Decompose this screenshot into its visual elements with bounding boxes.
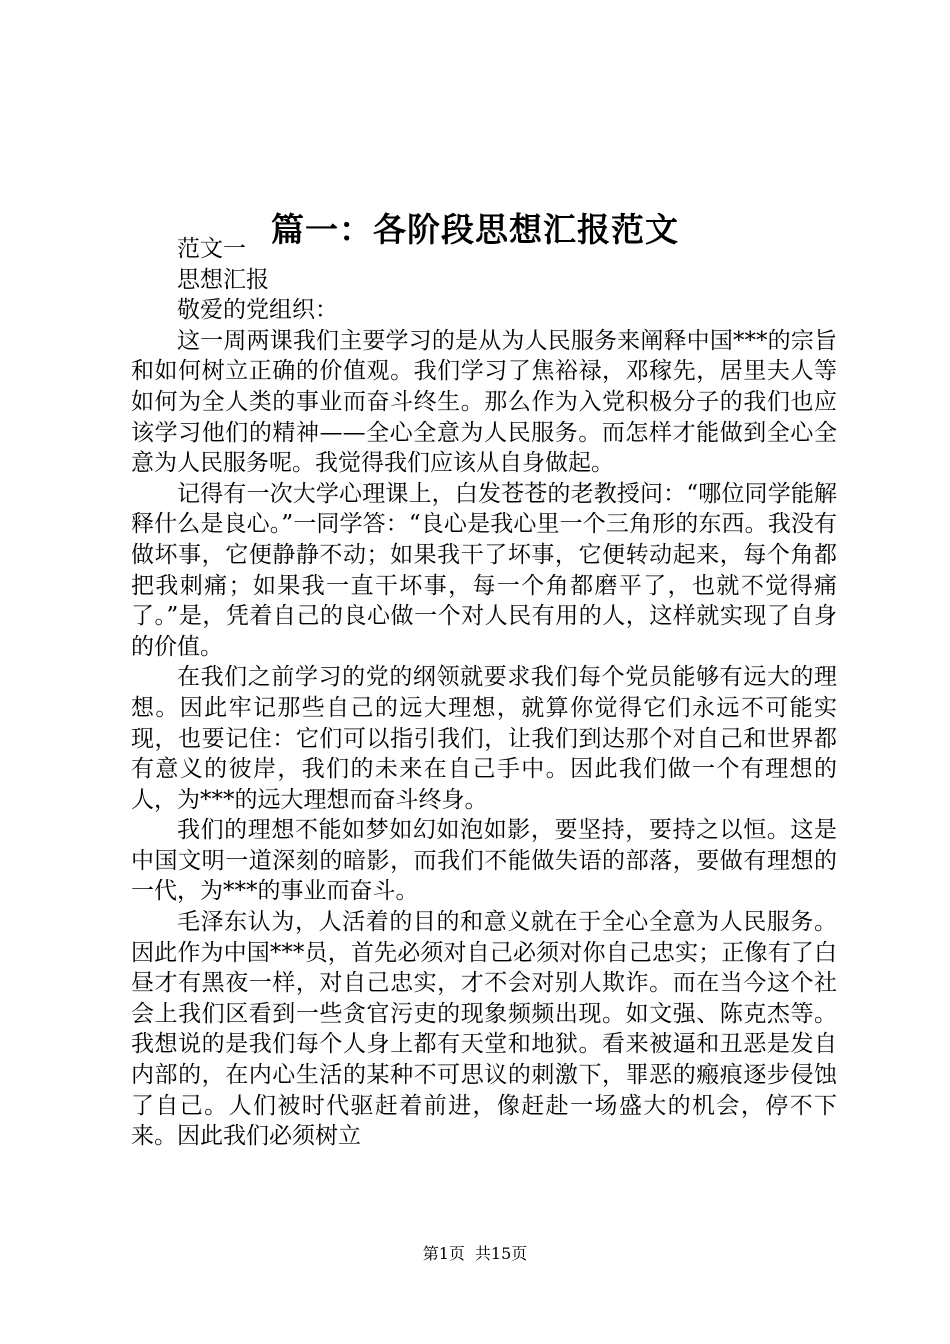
paragraph-salutation-1: 范文一 bbox=[177, 236, 246, 262]
page-footer bbox=[0, 1242, 950, 1266]
paragraph: 毛泽东认为，人活着的目的和意义就在于全心全意为人民服务。因此作为中国***员，首先必须对自己必须对你自己忠实；正像有了白昼才有黑夜一样，对自己忠实，才不会对别人欺诈。而在当今这个社会上我们区看到一些贪官污吏的现象频频出现。如文强、陈克杰等。我想说的是我们每个人身上都有天堂和地狱。看来被逼和丑恶是发自内部的，在内心生活的某种不可思议的刺激下，罪恶的瘢痕逐步侵蚀了自己。人们被时代驱赶着前进，像赶赴一场盛大的机会，停不下来。因此我们必须树立 bbox=[131, 909, 837, 1150]
paragraph: 我们的理想不能如梦如幻如泡如影，要坚持，要持之以恒。这是中国文明一道深刻的暗影，而我们不能做失语的部落，要做有理想的一代，为***的事业而奋斗。 bbox=[131, 817, 837, 905]
paragraph: 在我们之前学习的党的纲领就要求我们每个党员能够有远大的理想。因此牢记那些自己的远大理想，就算你觉得它们永远不可能实现，也要记住：它们可以指引我们，让我们到达那个对自己和世界都有意义的彼岸，我们的未来在自己手中。因此我们做一个有理想的人，为***的远大理想而奋斗终身。 bbox=[131, 664, 837, 813]
paragraph-salutation-2: 思想汇报 bbox=[177, 266, 269, 293]
paragraph: 这一周两课我们主要学习的是从为人民服务来阐释中国***的宗旨和如何树立正确的价值观。我们学习了焦裕禄，邓稼先，居里夫人等如何为全人类的事业而奋斗终生。那么作为入党积极分子的我们也应该学习他们的精神——全心全意为人民服务。而怎样才能做到全心全意为人民服务呢。我觉得我们应该从自身做起。 bbox=[131, 327, 837, 477]
paragraph: 记得有一次大学心理课上，白发苍苍的老教授问：“哪位同学能解释什么是良心。”一同学答：“良心是我心里一个三角形的东西。我没有做坏事，它便静静不动；如果我干了坏事，它便转动起来，每个角都把我刺痛；如果我一直干坏事，每一个角都磨平了，也就不觉得痛了。”是，凭着自己的良心做一个对人民有用的人，这样就实现了自身的价值。 bbox=[131, 480, 837, 660]
page-total: 共15页 bbox=[474, 1244, 528, 1263]
document-title: 篇一：各阶段思想汇报范文 bbox=[271, 210, 679, 250]
paragraph-salutation-3: 敬爱的党组织： bbox=[177, 297, 338, 324]
document-body bbox=[131, 234, 837, 1152]
page-number: 第1页 bbox=[422, 1244, 465, 1263]
